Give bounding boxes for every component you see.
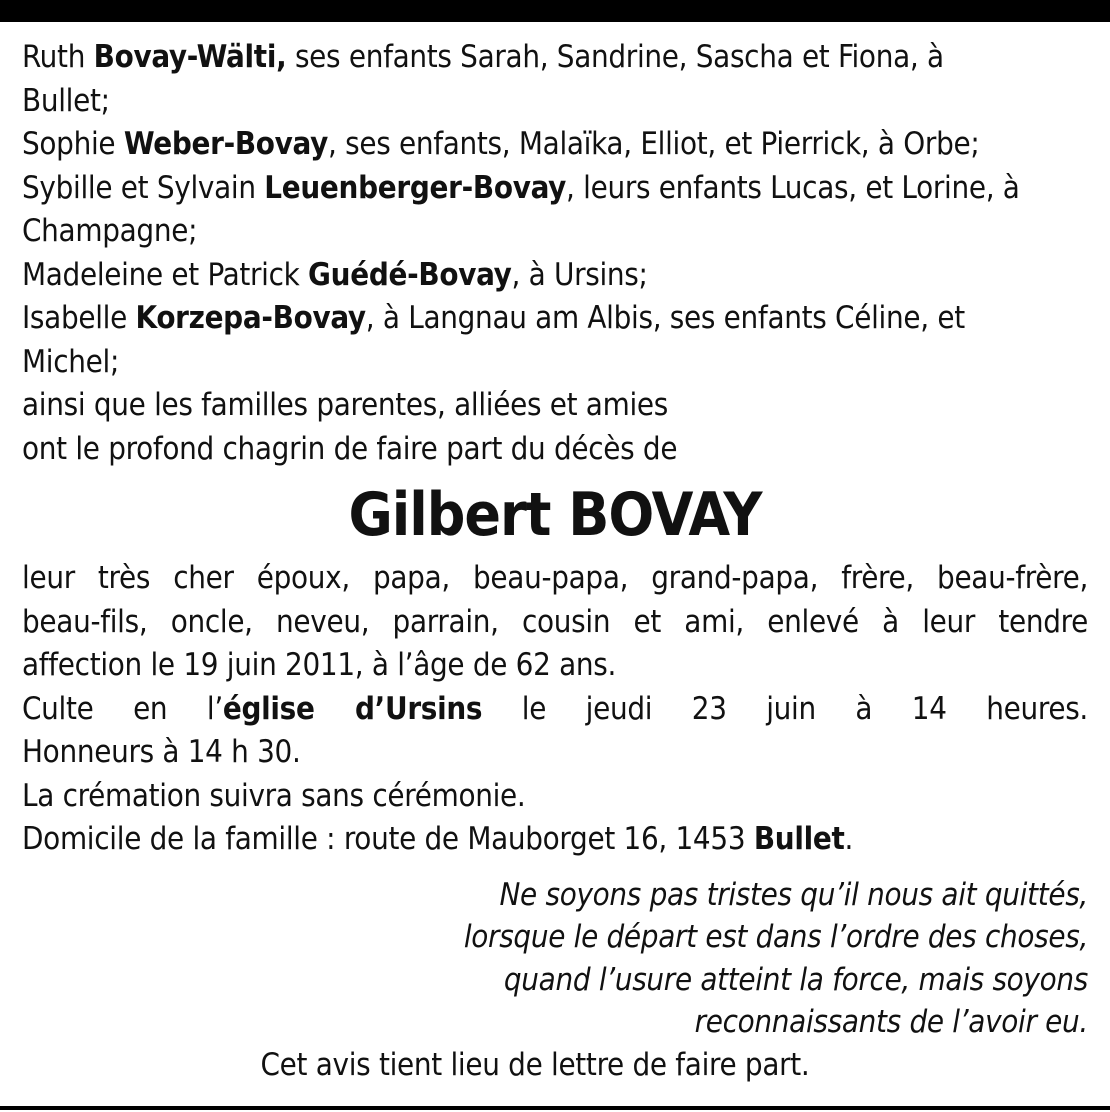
family-surname-bold: Korzepa-Bovay — [135, 300, 366, 336]
family-line-10: ont le profond chagrin de faire part du décès de — [22, 430, 678, 467]
family-line-4: Sybille et Sylvain Leuenberger-Bovay, leurs enfants Lucas, et Lorine, à — [22, 169, 1020, 206]
family-line-7: Isabelle Korzepa-Bovay, à Langnau am Albis, ses enfants Céline, et — [22, 300, 965, 336]
family-line-6: Madeleine et Patrick Guédé-Bovay, à Ursins; — [22, 256, 648, 293]
town-name-bold: Bullet — [753, 821, 845, 857]
details-line-2: beau-fils, oncle, neveu, parrain, cousin et ami, enlevé à leur tendre — [22, 603, 1088, 640]
family-line-3: Sophie Weber-Bovay, ses enfants, Malaïka, Elliot, et Pierrick, à Orbe; — [22, 126, 980, 162]
closing-statement: Cet avis tient lieu de lettre de faire part. — [260, 1046, 810, 1083]
quote-line-1: Ne soyons pas tristes qu’il nous ait quittés, — [499, 876, 1088, 913]
honneurs-line: Honneurs à 14 h 30. — [22, 734, 301, 770]
family-line-1: Ruth Bovay-Wälti, ses enfants Sarah, Sandrine, Sascha et Fiona, à — [22, 39, 944, 75]
family-surname-bold: Bovay-Wälti, — [93, 39, 287, 75]
family-line-8: Michel; — [22, 343, 120, 380]
family-line-2: Bullet; — [22, 82, 110, 119]
quote-line-4: reconnaissants de l’avoir eu. — [694, 1004, 1088, 1040]
domicile-line: Domicile de la famille : route de Mauborget 16, 1453 Bullet. — [22, 821, 854, 857]
family-surname-bold: Guédé-Bovay — [308, 256, 512, 293]
church-name-bold: église d’Ursins — [222, 690, 483, 727]
obituary-notice — [22, 36, 1088, 1087]
details-line-1: leur très cher époux, papa, beau-papa, grand-papa, frère, beau-frère, — [22, 560, 1088, 596]
family-line-9: ainsi que les familles parentes, alliées et amies — [22, 387, 669, 423]
memorial-quote — [22, 874, 1088, 1044]
family-surname-bold: Weber-Bovay — [123, 126, 328, 162]
top-border-rule — [0, 0, 1110, 22]
quote-line-3: quand l’usure atteint la force, mais soyons — [503, 961, 1088, 998]
quote-line-2: lorsque le départ est dans l’ordre des choses, — [463, 919, 1088, 955]
bottom-border-rule — [0, 1106, 1110, 1110]
family-line-5: Champagne; — [22, 213, 198, 249]
cremation-line: La crémation suivra sans cérémonie. — [22, 777, 526, 814]
family-surname-bold: Leuenberger-Bovay — [264, 169, 567, 206]
deceased-name-heading: Gilbert BOVAY — [348, 480, 762, 550]
details-line-3: affection le 19 juin 2011, à l’âge de 62 ans. — [22, 647, 617, 683]
ceremony-line: Culte en l’église d’Ursins le jeudi 23 juin à 14 heures. — [22, 690, 1088, 727]
